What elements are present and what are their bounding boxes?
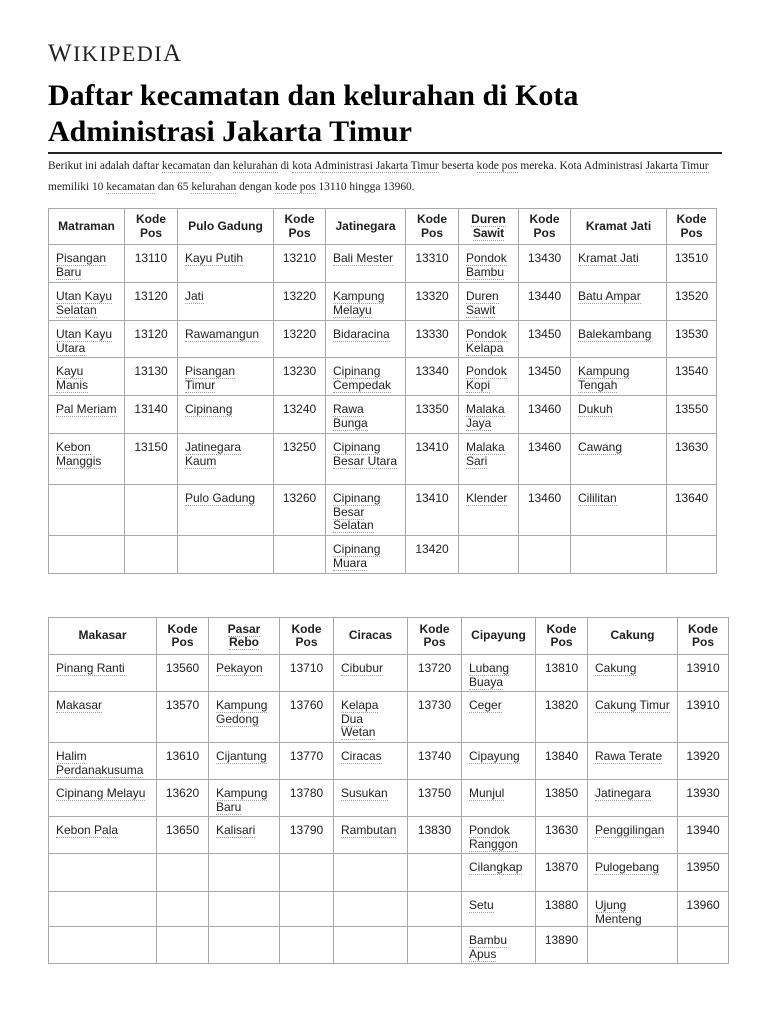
postal-code-cell xyxy=(274,536,326,574)
kelurahan-link[interactable]: Cipinang Besar Utara xyxy=(333,440,398,468)
kelurahan-link[interactable]: Pondok Kopi xyxy=(466,364,507,392)
kelurahan-link[interactable]: Cipinang Besar Selatan xyxy=(333,491,381,532)
postal-code-cell: 13650 xyxy=(157,817,209,854)
table-row xyxy=(49,245,717,283)
link-kelurahan[interactable]: kelurahan xyxy=(232,160,278,172)
kelurahan-cell xyxy=(334,692,408,743)
wikipedia-wordmark[interactable]: WIKIPEDIA xyxy=(48,40,183,67)
column-header-kode-pos: Kode Pos xyxy=(408,618,462,655)
postal-code-cell: 13850 xyxy=(536,780,588,817)
kelurahan-cell xyxy=(459,283,519,321)
kelurahan-cell xyxy=(459,245,519,283)
kelurahan-cell xyxy=(588,655,678,692)
postal-code-cell: 13840 xyxy=(536,743,588,780)
kelurahan-cell xyxy=(49,892,157,927)
postal-code-cell: 13320 xyxy=(406,283,459,321)
postal-code-cell: 13120 xyxy=(125,283,178,321)
kelurahan-cell xyxy=(459,396,519,434)
postal-code-cell xyxy=(280,927,334,964)
column-header-kode-pos: Kode Pos xyxy=(667,209,717,245)
table-row xyxy=(49,692,729,743)
postal-code-cell xyxy=(408,892,462,927)
link-kota[interactable]: kota xyxy=(292,160,312,172)
kelurahan-cell xyxy=(571,396,667,434)
kelurahan-link[interactable]: Pulo Gadung xyxy=(185,491,256,505)
postal-code-cell xyxy=(408,854,462,892)
postal-code-cell: 13120 xyxy=(125,321,178,358)
link-kode-pos[interactable]: kode pos xyxy=(476,160,518,172)
intro-paragraph: Berikut ini adalah daftar kecamatan dan kelurahan di kota Administrasi Jakarta Timur beserta kode pos mereka. Kota Administrasi Jakarta Timur memiliki 10 kecamatan dan 65 kelurahan dengan kode pos 13110 hingga 13960. xyxy=(48,160,709,193)
postal-code-cell: 13150 xyxy=(125,434,178,485)
kelurahan-cell xyxy=(178,358,274,396)
table-row xyxy=(49,854,729,892)
postal-code-cell: 13460 xyxy=(519,485,571,536)
postal-code-cell: 13810 xyxy=(536,655,588,692)
title-divider xyxy=(48,152,722,154)
postal-code-cell xyxy=(280,854,334,892)
kelurahan-link[interactable]: Duren Sawit xyxy=(466,289,499,317)
kelurahan-cell xyxy=(334,854,408,892)
postal-code-cell: 13890 xyxy=(536,927,588,964)
postal-code-cell: 13620 xyxy=(157,780,209,817)
table-row xyxy=(49,817,729,854)
kelurahan-cell xyxy=(209,655,280,692)
postal-code-cell: 13760 xyxy=(280,692,334,743)
table-row xyxy=(49,321,717,358)
kelurahan-link[interactable]: Kebon Manggis xyxy=(56,440,102,468)
kelurahan-cell xyxy=(49,283,125,321)
kelurahan-link[interactable]: Ceger xyxy=(469,698,502,712)
postal-code-cell: 13770 xyxy=(280,743,334,780)
postal-code-cell: 13820 xyxy=(536,692,588,743)
kelurahan-cell xyxy=(334,927,408,964)
link-administrasi-jakarta-timur[interactable]: Administrasi Jakarta Timur xyxy=(314,160,439,172)
kelurahan-cell xyxy=(326,396,406,434)
kelurahan-link[interactable]: Cibubur xyxy=(341,661,384,675)
kelurahan-link[interactable]: Pinang Ranti xyxy=(56,661,125,675)
kelurahan-link[interactable]: Pondok Bambu xyxy=(466,251,507,279)
table-row xyxy=(49,743,729,780)
postal-code-cell: 13330 xyxy=(406,321,459,358)
kelurahan-cell xyxy=(49,655,157,692)
kelurahan-cell xyxy=(49,854,157,892)
table-row xyxy=(49,358,717,396)
postal-code-cell xyxy=(157,927,209,964)
postal-code-cell: 13560 xyxy=(157,655,209,692)
kelurahan-cell xyxy=(178,283,274,321)
kelurahan-cell xyxy=(326,434,406,485)
kelurahan-cell xyxy=(571,536,667,574)
postal-code-cell: 13570 xyxy=(157,692,209,743)
postal-code-cell: 13960 xyxy=(678,892,729,927)
kelurahan-cell xyxy=(571,358,667,396)
table-row xyxy=(49,780,729,817)
kelurahan-link[interactable]: Bali Mester xyxy=(333,251,394,265)
column-header-link[interactable]: Duren Sawit xyxy=(471,212,506,240)
postal-code-cell: 13630 xyxy=(536,817,588,854)
postal-code-cell: 13220 xyxy=(274,283,326,321)
kelurahan-link[interactable]: Jati xyxy=(185,289,204,303)
kelurahan-cell xyxy=(209,927,280,964)
kelurahan-link[interactable]: Cakung Timur xyxy=(595,698,670,712)
kelurahan-cell xyxy=(334,743,408,780)
kelurahan-cell xyxy=(588,780,678,817)
column-header-kecamatan xyxy=(209,618,280,655)
table-header-row xyxy=(49,618,729,655)
table-row xyxy=(49,485,717,536)
column-header-kecamatan: Ciracas xyxy=(334,618,408,655)
postal-code-cell xyxy=(408,927,462,964)
kelurahan-link[interactable]: Kalisari xyxy=(216,823,256,837)
column-header-kode-pos: Kode Pos xyxy=(157,618,209,655)
kelurahan-link[interactable]: Bidaracina xyxy=(333,327,390,341)
kelurahan-cell xyxy=(571,321,667,358)
kelurahan-cell xyxy=(49,692,157,743)
postal-code-cell: 13450 xyxy=(519,321,571,358)
postal-code-cell: 13780 xyxy=(280,780,334,817)
column-header-kecamatan: Makasar xyxy=(49,618,157,655)
column-header-kode-pos: Kode Pos xyxy=(406,209,459,245)
kelurahan-link[interactable]: Kayu Putih xyxy=(185,251,244,265)
kelurahan-link[interactable]: Rambutan xyxy=(341,823,397,837)
kelurahan-link[interactable]: Dukuh xyxy=(578,402,613,416)
column-header-kecamatan: Kramat Jati xyxy=(571,209,667,245)
kelurahan-cell xyxy=(462,927,536,964)
kelurahan-link[interactable]: Penggilingan xyxy=(595,823,665,837)
postal-code-cell: 13460 xyxy=(519,434,571,485)
postal-code-cell: 13340 xyxy=(406,358,459,396)
postal-code-cell: 13450 xyxy=(519,358,571,396)
kelurahan-link[interactable]: Cipayung xyxy=(469,749,520,763)
kelurahan-cell xyxy=(178,485,274,536)
kelurahan-cell xyxy=(326,358,406,396)
kelurahan-link[interactable]: Kramat Jati xyxy=(578,251,639,265)
kelurahan-cell xyxy=(334,892,408,927)
link-kecamatan-2[interactable]: kecamatan xyxy=(106,181,155,193)
kelurahan-link[interactable]: Lubang Buaya xyxy=(469,661,510,689)
kelurahan-link[interactable]: Pisangan Baru xyxy=(56,251,107,279)
kelurahan-cell xyxy=(571,485,667,536)
kelurahan-cell xyxy=(49,780,157,817)
kelurahan-cell xyxy=(571,245,667,283)
kelurahan-link[interactable]: Ujung Menteng xyxy=(595,898,642,926)
kelurahan-cell xyxy=(334,817,408,854)
postal-code-cell: 13940 xyxy=(678,817,729,854)
postal-code-cell: 13460 xyxy=(519,396,571,434)
postal-code-cell: 13630 xyxy=(667,434,717,485)
kelurahan-cell xyxy=(49,743,157,780)
kelurahan-cell xyxy=(209,854,280,892)
postal-code-cell: 13870 xyxy=(536,854,588,892)
postal-code-cell: 13550 xyxy=(667,396,717,434)
postal-code-cell: 13610 xyxy=(157,743,209,780)
postal-code-cell: 13920 xyxy=(678,743,729,780)
kelurahan-link[interactable]: Cilangkap xyxy=(469,860,523,874)
kelurahan-cell xyxy=(588,892,678,927)
kelurahan-link[interactable]: Susukan xyxy=(341,786,388,800)
table-row xyxy=(49,434,717,485)
column-header-kecamatan: Matraman xyxy=(49,209,125,245)
postal-code-cell: 13140 xyxy=(125,396,178,434)
kelurahan-link[interactable]: Rawa Terate xyxy=(595,749,663,763)
postal-code-cell: 13240 xyxy=(274,396,326,434)
kelurahan-cell xyxy=(462,655,536,692)
postal-code-cell: 13910 xyxy=(678,692,729,743)
postal-code-cell: 13950 xyxy=(678,854,729,892)
kelurahan-cell xyxy=(49,245,125,283)
postal-code-cell: 13710 xyxy=(280,655,334,692)
kelurahan-cell xyxy=(49,817,157,854)
postal-code-cell: 13790 xyxy=(280,817,334,854)
kelurahan-link[interactable]: Cipinang xyxy=(185,402,233,416)
kelurahan-cell xyxy=(209,817,280,854)
column-header-kode-pos: Kode Pos xyxy=(519,209,571,245)
postal-code-cell: 13520 xyxy=(667,283,717,321)
kelurahan-link[interactable]: Cijantung xyxy=(216,749,267,763)
kelurahan-cell xyxy=(588,854,678,892)
kelurahan-link[interactable]: Pisangan Timur xyxy=(185,364,236,392)
link-kelurahan-2[interactable]: kelurahan xyxy=(191,181,237,193)
kelurahan-cell xyxy=(209,780,280,817)
kelurahan-link[interactable]: Utan Kayu Selatan xyxy=(56,289,113,317)
table-row xyxy=(49,283,717,321)
kelurahan-cell xyxy=(334,655,408,692)
kelurahan-link[interactable]: Kampung Baru xyxy=(216,786,268,814)
table-row xyxy=(49,655,729,692)
postal-code-cell: 13830 xyxy=(408,817,462,854)
kelurahan-link[interactable]: Jatinegara Kaum xyxy=(185,440,242,468)
kelurahan-cell xyxy=(178,396,274,434)
kelurahan-link[interactable]: Malaka Sari xyxy=(466,440,505,468)
link-kecamatan[interactable]: kecamatan xyxy=(161,160,211,172)
kelurahan-cell xyxy=(334,780,408,817)
kelurahan-link[interactable]: Batu Ampar xyxy=(578,289,641,303)
kelurahan-cell xyxy=(588,817,678,854)
table-header-row xyxy=(49,209,717,245)
kelurahan-link[interactable]: Rawamangun xyxy=(185,327,260,341)
kelurahan-cell xyxy=(49,536,125,574)
column-header-kecamatan: Jatinegara xyxy=(326,209,406,245)
kelurahan-cell xyxy=(49,434,125,485)
kelurahan-cell xyxy=(178,245,274,283)
postal-code-cell xyxy=(667,536,717,574)
page-title: Daftar kecamatan dan kelurahan di Kota Administrasi Jakarta Timur xyxy=(48,79,579,148)
column-header-kode-pos: Kode Pos xyxy=(536,618,588,655)
kelurahan-link[interactable]: Cililitan xyxy=(578,491,617,505)
postal-code-cell: 13110 xyxy=(125,245,178,283)
kelurahan-cell xyxy=(462,743,536,780)
kelurahan-cell xyxy=(209,892,280,927)
postal-code-cell xyxy=(125,485,178,536)
column-header-kode-pos: Kode Pos xyxy=(125,209,178,245)
table-row xyxy=(49,396,717,434)
postal-code-cell: 13210 xyxy=(274,245,326,283)
kelurahan-link[interactable]: Klender xyxy=(466,491,508,505)
kelurahan-link[interactable]: Kampung Tengah xyxy=(578,364,630,392)
kelurahan-link[interactable]: Kelapa Dua Wetan xyxy=(341,698,379,739)
kelurahan-link[interactable]: Cipinang Muara xyxy=(333,542,381,570)
kelurahan-cell xyxy=(462,692,536,743)
table-row xyxy=(49,927,729,964)
kelurahan-cell xyxy=(178,321,274,358)
column-header-kecamatan: Cakung xyxy=(588,618,678,655)
table-row xyxy=(49,536,717,574)
postal-code-cell: 13220 xyxy=(274,321,326,358)
kelurahan-cell xyxy=(571,434,667,485)
kelurahan-link[interactable]: Pulogebang xyxy=(595,860,660,874)
postal-code-cell: 13750 xyxy=(408,780,462,817)
kelurahan-cell xyxy=(571,283,667,321)
kelurahan-cell xyxy=(459,485,519,536)
kecamatan-table-2 xyxy=(48,617,729,964)
kelurahan-link[interactable]: Cakung xyxy=(595,661,637,675)
postal-code-cell: 13260 xyxy=(274,485,326,536)
kelurahan-cell xyxy=(178,434,274,485)
kelurahan-cell xyxy=(49,485,125,536)
kelurahan-cell xyxy=(326,321,406,358)
postal-code-cell: 13910 xyxy=(678,655,729,692)
kelurahan-link[interactable]: Pal Meriam xyxy=(56,402,117,416)
postal-code-cell: 13310 xyxy=(406,245,459,283)
kelurahan-cell xyxy=(326,485,406,536)
postal-code-cell xyxy=(125,536,178,574)
kelurahan-link[interactable]: Kayu Manis xyxy=(56,364,89,392)
column-header-kode-pos: Kode Pos xyxy=(274,209,326,245)
postal-code-cell: 13420 xyxy=(406,536,459,574)
kelurahan-cell xyxy=(588,743,678,780)
postal-code-cell: 13880 xyxy=(536,892,588,927)
kelurahan-cell xyxy=(209,743,280,780)
column-header-kecamatan: Pulo Gadung xyxy=(178,209,274,245)
kelurahan-link[interactable]: Kampung Gedong xyxy=(216,698,268,726)
kelurahan-cell xyxy=(462,854,536,892)
postal-code-cell: 13730 xyxy=(408,692,462,743)
postal-code-cell xyxy=(157,892,209,927)
kelurahan-cell xyxy=(588,692,678,743)
kelurahan-link[interactable]: Halim Perdanakusuma xyxy=(56,749,144,777)
kelurahan-cell xyxy=(49,927,157,964)
kelurahan-link[interactable]: Makasar xyxy=(56,698,103,712)
kelurahan-link[interactable]: Cawang xyxy=(578,440,623,454)
postal-code-cell: 13720 xyxy=(408,655,462,692)
kelurahan-cell xyxy=(462,780,536,817)
postal-code-cell xyxy=(678,927,729,964)
kelurahan-cell xyxy=(588,927,678,964)
postal-code-cell: 13440 xyxy=(519,283,571,321)
column-header-kode-pos: Kode Pos xyxy=(280,618,334,655)
postal-code-cell: 13930 xyxy=(678,780,729,817)
kelurahan-link[interactable]: Pekayon xyxy=(216,661,263,675)
kelurahan-link[interactable]: Utan Kayu Utara xyxy=(56,327,113,355)
postal-code-cell: 13740 xyxy=(408,743,462,780)
kelurahan-link[interactable]: Cipinang Cempedak xyxy=(333,364,392,392)
kelurahan-cell xyxy=(326,536,406,574)
kelurahan-cell xyxy=(459,434,519,485)
kelurahan-cell xyxy=(49,358,125,396)
kelurahan-cell xyxy=(459,358,519,396)
kelurahan-cell xyxy=(49,321,125,358)
postal-code-cell xyxy=(280,892,334,927)
kelurahan-link[interactable]: Pondok Kelapa xyxy=(466,327,507,355)
table-row xyxy=(49,892,729,927)
column-header-kode-pos: Kode Pos xyxy=(678,618,729,655)
postal-code-cell: 13510 xyxy=(667,245,717,283)
postal-code-cell: 13250 xyxy=(274,434,326,485)
postal-code-cell: 13230 xyxy=(274,358,326,396)
kelurahan-link[interactable]: Kebon Pala xyxy=(56,823,119,837)
postal-code-cell: 13430 xyxy=(519,245,571,283)
kelurahan-cell xyxy=(326,245,406,283)
kelurahan-link[interactable]: Rawa Bunga xyxy=(333,402,368,430)
postal-code-cell: 13530 xyxy=(667,321,717,358)
kelurahan-cell xyxy=(209,692,280,743)
kelurahan-cell xyxy=(459,321,519,358)
kelurahan-cell xyxy=(459,536,519,574)
kelurahan-link[interactable]: Cipinang Melayu xyxy=(56,786,146,800)
link-kode-pos-2[interactable]: kode pos xyxy=(274,181,316,193)
kelurahan-link[interactable]: Kampung Melayu xyxy=(333,289,385,317)
kelurahan-link[interactable]: Ciracas xyxy=(341,749,382,763)
kelurahan-cell xyxy=(462,817,536,854)
kelurahan-link[interactable]: Munjul xyxy=(469,786,505,800)
kelurahan-cell xyxy=(326,283,406,321)
kelurahan-link[interactable]: Pondok Ranggon xyxy=(469,823,518,851)
link-jakarta-timur[interactable]: Jakarta Timur xyxy=(645,160,709,172)
postal-code-cell: 13410 xyxy=(406,434,459,485)
postal-code-cell xyxy=(519,536,571,574)
column-header-kecamatan: Cipayung xyxy=(462,618,536,655)
postal-code-cell: 13540 xyxy=(667,358,717,396)
kelurahan-link[interactable]: Bambu Apus xyxy=(469,933,508,961)
postal-code-cell: 13410 xyxy=(406,485,459,536)
column-header-kecamatan xyxy=(459,209,519,245)
kelurahan-link[interactable]: Malaka Jaya xyxy=(466,402,505,430)
kelurahan-link[interactable]: Jatinegara xyxy=(595,786,652,800)
postal-code-cell xyxy=(157,854,209,892)
postal-code-cell: 13640 xyxy=(667,485,717,536)
kelurahan-link[interactable]: Setu xyxy=(469,898,494,912)
column-header-link[interactable]: Pasar Rebo xyxy=(227,621,261,649)
kecamatan-table-1 xyxy=(48,208,717,574)
kelurahan-cell xyxy=(178,536,274,574)
kelurahan-cell xyxy=(49,396,125,434)
postal-code-cell: 13130 xyxy=(125,358,178,396)
postal-code-cell: 13350 xyxy=(406,396,459,434)
kelurahan-cell xyxy=(462,892,536,927)
kelurahan-link[interactable]: Balekambang xyxy=(578,327,652,341)
